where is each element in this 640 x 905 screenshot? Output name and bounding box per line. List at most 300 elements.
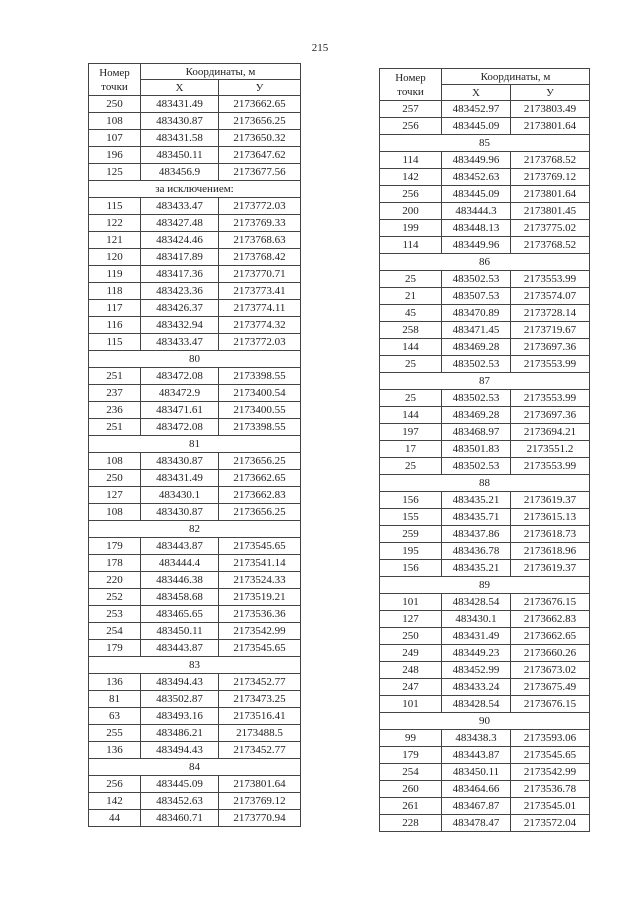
section-row (89, 351, 301, 368)
table-row (380, 696, 590, 713)
x-coordinate-cell: 483417.89 (141, 249, 219, 266)
table-row (89, 504, 301, 521)
x-coordinate-cell: 483428.54 (442, 594, 511, 611)
table-row (89, 96, 301, 113)
table-row (380, 679, 590, 696)
table-row (380, 271, 590, 288)
point-number-cell: 200 (380, 203, 442, 220)
x-coordinate-cell: 483456.9 (141, 164, 219, 181)
y-coordinate-cell: 2173769.12 (219, 793, 301, 810)
point-number-cell: 236 (89, 402, 141, 419)
y-coordinate-cell: 2173545.01 (511, 798, 590, 815)
x-coordinate-cell: 483469.28 (442, 407, 511, 424)
y-coordinate-cell: 2173801.64 (511, 186, 590, 203)
y-coordinate-cell: 2173662.65 (511, 628, 590, 645)
point-number-cell: 45 (380, 305, 442, 322)
section-label: 82 (89, 521, 301, 538)
y-coordinate-cell: 2173615.13 (511, 509, 590, 526)
x-coordinate-cell: 483478.47 (442, 815, 511, 832)
table-row (89, 742, 301, 759)
point-number-cell: 101 (380, 696, 442, 713)
y-coordinate-cell: 2173400.54 (219, 385, 301, 402)
point-number-cell: 252 (89, 589, 141, 606)
table-row (89, 300, 301, 317)
point-number-cell: 179 (380, 747, 442, 764)
point-number-cell: 136 (89, 674, 141, 691)
table-row (380, 169, 590, 186)
y-coordinate-cell: 2173662.65 (219, 96, 301, 113)
point-number-cell: 120 (89, 249, 141, 266)
y-coordinate-cell: 2173770.94 (219, 810, 301, 827)
table-row (380, 543, 590, 560)
x-coordinate-cell: 483486.21 (141, 725, 219, 742)
point-number-cell: 119 (89, 266, 141, 283)
y-coordinate-cell: 2173650.32 (219, 130, 301, 147)
x-coordinate-cell: 483430.87 (141, 113, 219, 130)
x-coordinate-cell: 483494.43 (141, 674, 219, 691)
point-number-cell: 254 (89, 623, 141, 640)
y-coordinate-cell: 2173488.5 (219, 725, 301, 742)
y-coordinate-cell: 2173769.12 (511, 169, 590, 186)
x-coordinate-cell: 483428.54 (442, 696, 511, 713)
point-number-cell: 25 (380, 271, 442, 288)
point-number-cell: 118 (89, 283, 141, 300)
section-label: 90 (380, 713, 590, 730)
table-row (89, 249, 301, 266)
section-row (380, 135, 590, 152)
x-coordinate-cell: 483449.96 (442, 152, 511, 169)
point-number-cell: 256 (89, 776, 141, 793)
y-coordinate-cell: 2173647.62 (219, 147, 301, 164)
table-row (380, 118, 590, 135)
x-coordinate-cell: 483446.38 (141, 572, 219, 589)
x-coordinate-cell: 483450.11 (141, 623, 219, 640)
point-number-cell: 199 (380, 220, 442, 237)
coordinates-table-right-body (380, 101, 590, 832)
point-number-cell: 195 (380, 543, 442, 560)
point-number-cell: 144 (380, 339, 442, 356)
x-coordinate-cell: 483417.36 (141, 266, 219, 283)
point-number-header-line1: Номер (395, 71, 426, 84)
table-row (89, 538, 301, 555)
table-row (380, 594, 590, 611)
point-number-cell: 261 (380, 798, 442, 815)
x-coordinate-cell: 483435.71 (442, 509, 511, 526)
y-coordinate-cell: 2173676.15 (511, 696, 590, 713)
table-row (89, 215, 301, 232)
y-coordinate-cell: 2173398.55 (219, 368, 301, 385)
x-coordinate-cell: 483450.11 (141, 147, 219, 164)
table-row (89, 368, 301, 385)
x-coordinate-cell: 483502.53 (442, 356, 511, 373)
x-coordinate-cell: 483471.45 (442, 322, 511, 339)
y-coordinate-cell: 2173619.37 (511, 560, 590, 577)
section-row (89, 181, 301, 198)
table-row (380, 560, 590, 577)
y-coordinate-cell: 2173719.67 (511, 322, 590, 339)
y-coordinate-cell: 2173536.36 (219, 606, 301, 623)
y-coordinate-cell: 2173400.55 (219, 402, 301, 419)
point-number-cell: 259 (380, 526, 442, 543)
x-coordinate-cell: 483468.97 (442, 424, 511, 441)
table-row (89, 266, 301, 283)
y-coordinate-cell: 2173541.14 (219, 555, 301, 572)
x-coordinate-cell: 483449.23 (442, 645, 511, 662)
point-number-header (89, 64, 141, 96)
section-label: 84 (89, 759, 301, 776)
point-number-cell: 237 (89, 385, 141, 402)
y-coordinate-cell: 2173768.52 (511, 237, 590, 254)
section-label: 83 (89, 657, 301, 674)
y-coordinate-cell: 2173398.55 (219, 419, 301, 436)
table-row (89, 725, 301, 742)
x-coordinate-cell: 483507.53 (442, 288, 511, 305)
point-number-cell: 179 (89, 640, 141, 657)
y-coordinate-cell: 2173553.99 (511, 356, 590, 373)
point-number-cell: 253 (89, 606, 141, 623)
x-coordinate-cell: 483464.66 (442, 781, 511, 798)
y-coordinate-cell: 2173775.02 (511, 220, 590, 237)
point-number-cell: 114 (380, 237, 442, 254)
point-number-cell: 21 (380, 288, 442, 305)
x-coordinate-cell: 483430.87 (141, 504, 219, 521)
table-row (89, 487, 301, 504)
table-row (380, 101, 590, 118)
point-number-cell: 257 (380, 101, 442, 118)
table-row (380, 186, 590, 203)
point-number-cell: 155 (380, 509, 442, 526)
table-row (89, 232, 301, 249)
x-coordinate-cell: 483433.47 (141, 334, 219, 351)
section-row (89, 521, 301, 538)
table-row (89, 606, 301, 623)
x-coordinate-cell: 483427.48 (141, 215, 219, 232)
table-row (380, 526, 590, 543)
x-coordinate-cell: 483494.43 (141, 742, 219, 759)
x-coordinate-cell: 483430.1 (141, 487, 219, 504)
table-row (380, 798, 590, 815)
y-coordinate-cell: 2173553.99 (511, 458, 590, 475)
point-number-header-line2: точки (101, 80, 128, 93)
x-coordinate-cell: 483431.58 (141, 130, 219, 147)
table-row (380, 356, 590, 373)
table-row (380, 203, 590, 220)
table-row (380, 322, 590, 339)
table-row (89, 640, 301, 657)
point-number-cell: 25 (380, 458, 442, 475)
point-number-cell: 251 (89, 368, 141, 385)
x-coordinate-cell: 483460.71 (141, 810, 219, 827)
y-coordinate-cell: 2173676.15 (511, 594, 590, 611)
table-row (380, 288, 590, 305)
coordinates-table-left (88, 63, 301, 827)
x-coordinate-cell: 483501.83 (442, 441, 511, 458)
table-row (380, 152, 590, 169)
table-row (380, 305, 590, 322)
point-number-cell: 256 (380, 186, 442, 203)
x-coordinate-cell: 483423.36 (141, 283, 219, 300)
table-row (89, 402, 301, 419)
y-coordinate-cell: 2173516.41 (219, 708, 301, 725)
x-coordinate-cell: 483467.87 (442, 798, 511, 815)
y-coordinate-cell: 2173675.49 (511, 679, 590, 696)
point-number-cell: 220 (89, 572, 141, 589)
table-row (89, 130, 301, 147)
point-number-cell: 197 (380, 424, 442, 441)
section-row (89, 436, 301, 453)
table-row (89, 555, 301, 572)
y-coordinate-cell: 2173542.99 (219, 623, 301, 640)
section-row (380, 475, 590, 492)
y-coordinate-cell: 2173545.65 (219, 538, 301, 555)
y-coordinate-cell: 2173801.64 (219, 776, 301, 793)
table-row (89, 572, 301, 589)
coordinates-table-right (379, 68, 590, 832)
point-number-cell: 156 (380, 560, 442, 577)
x-coordinate-cell: 483502.53 (442, 390, 511, 407)
y-coordinate-cell: 2173768.42 (219, 249, 301, 266)
point-number-cell: 17 (380, 441, 442, 458)
y-coordinate-cell: 2173774.11 (219, 300, 301, 317)
x-coordinate-cell: 483444.4 (141, 555, 219, 572)
point-number-cell: 99 (380, 730, 442, 747)
point-number-cell: 81 (89, 691, 141, 708)
point-number-cell: 179 (89, 538, 141, 555)
x-coordinate-cell: 483443.87 (141, 640, 219, 657)
point-number-cell: 63 (89, 708, 141, 725)
point-number-cell: 44 (89, 810, 141, 827)
point-number-cell: 196 (89, 147, 141, 164)
x-coordinate-cell: 483431.49 (141, 470, 219, 487)
x-coordinate-cell: 483445.09 (442, 186, 511, 203)
table-row (89, 147, 301, 164)
y-coordinate-cell: 2173768.63 (219, 232, 301, 249)
y-coordinate-cell: 2173770.71 (219, 266, 301, 283)
table-row (380, 458, 590, 475)
table-row (380, 407, 590, 424)
y-coordinate-cell: 2173553.99 (511, 271, 590, 288)
point-number-cell: 107 (89, 130, 141, 147)
point-number-cell: 250 (380, 628, 442, 645)
y-coordinate-cell: 2173524.33 (219, 572, 301, 589)
y-coordinate-cell: 2173656.25 (219, 504, 301, 521)
y-coordinate-cell: 2173574.07 (511, 288, 590, 305)
point-number-header-line1: Номер (99, 66, 130, 79)
table-row (380, 628, 590, 645)
y-header: У (511, 85, 590, 101)
x-coordinate-cell: 483432.94 (141, 317, 219, 334)
table-row (380, 662, 590, 679)
x-coordinate-cell: 483445.09 (141, 776, 219, 793)
point-number-cell: 248 (380, 662, 442, 679)
y-coordinate-cell: 2173536.78 (511, 781, 590, 798)
point-number-cell: 260 (380, 781, 442, 798)
y-coordinate-cell: 2173545.65 (511, 747, 590, 764)
y-coordinate-cell: 2173673.02 (511, 662, 590, 679)
x-coordinate-cell: 483443.87 (141, 538, 219, 555)
y-coordinate-cell: 2173697.36 (511, 407, 590, 424)
table-row (89, 674, 301, 691)
point-number-cell: 108 (89, 453, 141, 470)
x-coordinate-cell: 483450.11 (442, 764, 511, 781)
y-coordinate-cell: 2173542.99 (511, 764, 590, 781)
section-label: 80 (89, 351, 301, 368)
table-row (380, 492, 590, 509)
table-row (89, 708, 301, 725)
x-header: X (141, 80, 219, 96)
y-coordinate-cell: 2173772.03 (219, 198, 301, 215)
x-coordinate-cell: 483430.1 (442, 611, 511, 628)
section-row (89, 657, 301, 674)
point-number-cell: 108 (89, 113, 141, 130)
section-label: 89 (380, 577, 590, 594)
x-coordinate-cell: 483424.46 (141, 232, 219, 249)
x-coordinate-cell: 483472.08 (141, 368, 219, 385)
table-row (89, 317, 301, 334)
y-coordinate-cell: 2173593.06 (511, 730, 590, 747)
x-coordinate-cell: 483493.16 (141, 708, 219, 725)
point-number-cell: 254 (380, 764, 442, 781)
x-coordinate-cell: 483472.08 (141, 419, 219, 436)
point-number-cell: 25 (380, 390, 442, 407)
x-coordinate-cell: 483438.3 (442, 730, 511, 747)
table-row (380, 764, 590, 781)
point-number-cell: 256 (380, 118, 442, 135)
table-row (89, 793, 301, 810)
table-row (380, 424, 590, 441)
table-row (380, 730, 590, 747)
section-row (89, 759, 301, 776)
point-number-cell: 251 (89, 419, 141, 436)
point-number-cell: 121 (89, 232, 141, 249)
section-row (380, 577, 590, 594)
point-number-header-line2: точки (397, 85, 424, 98)
x-coordinate-cell: 483430.87 (141, 453, 219, 470)
point-number-cell: 250 (89, 96, 141, 113)
point-number-cell: 228 (380, 815, 442, 832)
point-number-cell: 127 (89, 487, 141, 504)
y-coordinate-cell: 2173662.83 (511, 611, 590, 628)
x-coordinate-cell: 483444.3 (442, 203, 511, 220)
table-row (89, 691, 301, 708)
y-coordinate-cell: 2173774.32 (219, 317, 301, 334)
y-coordinate-cell: 2173660.26 (511, 645, 590, 662)
table-row (380, 611, 590, 628)
y-header: У (219, 80, 301, 96)
x-coordinate-cell: 483435.21 (442, 560, 511, 577)
x-coordinate-cell: 483502.53 (442, 458, 511, 475)
point-number-cell: 108 (89, 504, 141, 521)
table-row (380, 645, 590, 662)
table-row (89, 589, 301, 606)
point-number-cell: 115 (89, 334, 141, 351)
y-coordinate-cell: 2173553.99 (511, 390, 590, 407)
section-label: 81 (89, 436, 301, 453)
x-coordinate-cell: 483449.96 (442, 237, 511, 254)
x-coordinate-cell: 483502.87 (141, 691, 219, 708)
x-coordinate-cell: 483435.21 (442, 492, 511, 509)
table-row (380, 781, 590, 798)
section-label: 86 (380, 254, 590, 271)
x-coordinate-cell: 483426.37 (141, 300, 219, 317)
point-number-cell: 247 (380, 679, 442, 696)
y-coordinate-cell: 2173768.52 (511, 152, 590, 169)
table-row (380, 509, 590, 526)
x-coordinate-cell: 483502.53 (442, 271, 511, 288)
coordinates-table-left-body (89, 96, 301, 827)
point-number-cell: 117 (89, 300, 141, 317)
table-row (380, 441, 590, 458)
point-number-cell: 255 (89, 725, 141, 742)
point-number-cell: 250 (89, 470, 141, 487)
table-row (89, 334, 301, 351)
y-coordinate-cell: 2173772.03 (219, 334, 301, 351)
x-coordinate-cell: 483433.24 (442, 679, 511, 696)
y-coordinate-cell: 2173452.77 (219, 674, 301, 691)
point-number-cell: 136 (89, 742, 141, 759)
x-coordinate-cell: 483436.78 (442, 543, 511, 560)
x-coordinate-cell: 483452.63 (442, 169, 511, 186)
table-row (89, 810, 301, 827)
y-coordinate-cell: 2173803.49 (511, 101, 590, 118)
x-header: X (442, 85, 511, 101)
section-label: 87 (380, 373, 590, 390)
point-number-cell: 122 (89, 215, 141, 232)
table-row (380, 747, 590, 764)
table-row (89, 113, 301, 130)
section-label: 88 (380, 475, 590, 492)
y-coordinate-cell: 2173801.45 (511, 203, 590, 220)
point-number-cell: 142 (380, 169, 442, 186)
y-coordinate-cell: 2173656.25 (219, 453, 301, 470)
y-coordinate-cell: 2173662.83 (219, 487, 301, 504)
point-number-cell: 115 (89, 198, 141, 215)
point-number-cell: 25 (380, 356, 442, 373)
point-number-header (380, 69, 442, 101)
x-coordinate-cell: 483470.89 (442, 305, 511, 322)
y-coordinate-cell: 2173697.36 (511, 339, 590, 356)
page-number: 215 (311, 42, 329, 54)
section-row (380, 254, 590, 271)
table-row (89, 198, 301, 215)
point-number-cell: 178 (89, 555, 141, 572)
table-row (89, 776, 301, 793)
y-coordinate-cell: 2173677.56 (219, 164, 301, 181)
y-coordinate-cell: 2173545.65 (219, 640, 301, 657)
x-coordinate-cell: 483431.49 (442, 628, 511, 645)
table-row (380, 815, 590, 832)
x-coordinate-cell: 483452.99 (442, 662, 511, 679)
point-number-cell: 142 (89, 793, 141, 810)
section-label: за исключением: (89, 181, 301, 198)
y-coordinate-cell: 2173773.41 (219, 283, 301, 300)
table-row (380, 237, 590, 254)
table-row (380, 220, 590, 237)
y-coordinate-cell: 2173662.65 (219, 470, 301, 487)
y-coordinate-cell: 2173619.37 (511, 492, 590, 509)
point-number-cell: 258 (380, 322, 442, 339)
section-label: 85 (380, 135, 590, 152)
table-row (89, 470, 301, 487)
table-row (89, 385, 301, 402)
point-number-cell: 116 (89, 317, 141, 334)
point-number-cell: 249 (380, 645, 442, 662)
y-coordinate-cell: 2173618.96 (511, 543, 590, 560)
y-coordinate-cell: 2173656.25 (219, 113, 301, 130)
y-coordinate-cell: 2173728.14 (511, 305, 590, 322)
y-coordinate-cell: 2173452.77 (219, 742, 301, 759)
y-coordinate-cell: 2173694.21 (511, 424, 590, 441)
